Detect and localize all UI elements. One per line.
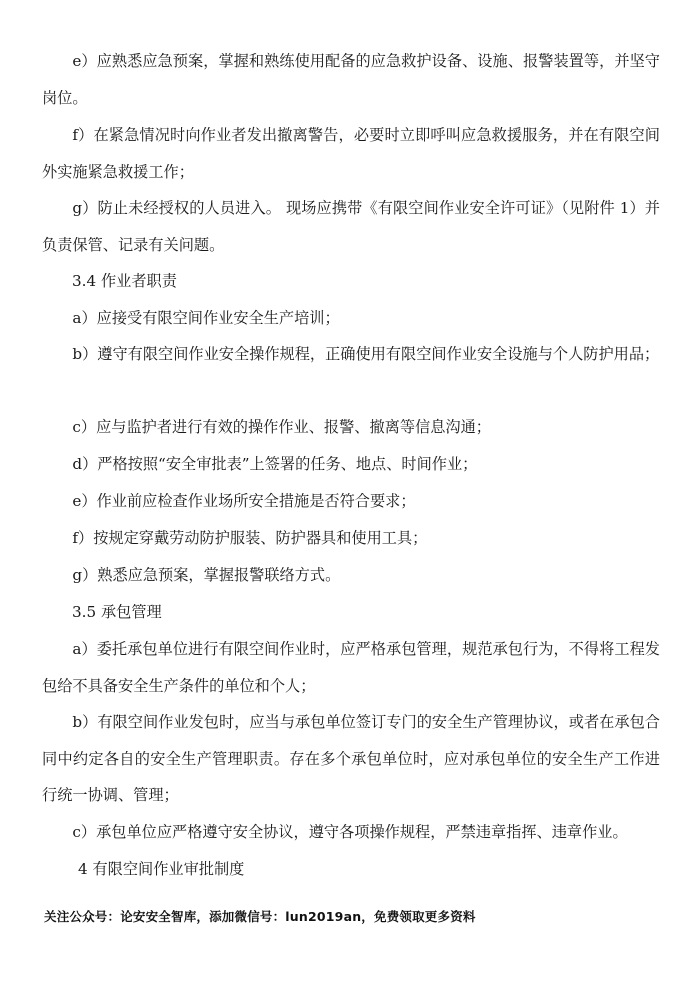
paragraph-g-plan: g）熟悉应急预案，掌握报警联络方式。 [72,566,341,584]
paragraph-g-unauthorized: g）防止未经授权的人员进入。 现场应携带《有限空间作业安全许可证》（见附件 1）并负责保管、记录有关问题。 [42,199,660,254]
paragraph-d-approval: d）严格按照“安全审批表”上签署的任务、地点、时间作业； [72,455,478,473]
section-heading-3-5: 3.5 承包管理 [72,603,162,621]
footer-promo-text: 关注公众号：论安安全智库，添加微信号：lun2019an，免费领取更多资料 [44,909,476,924]
section-heading-3-4: 3.4 作业者职责 [72,272,177,290]
section-heading-4: 4 有限空间作业审批制度 [78,860,245,878]
paragraph-a-contract: a）委托承包单位进行有限空间作业时，应严格承包管理，规范承包行为，不得将工程发包给不具备安全生产条件的单位和个人； [42,640,660,695]
paragraph-e-check: e）作业前应检查作业场所安全措施是否符合要求； [72,492,416,510]
paragraph-e-emergency: e）应熟悉应急预案，掌握和熟练使用配备的应急救护设备、设施、报警装置等，并坚守岗位。 [42,52,660,107]
paragraph-b-agreement: b）有限空间作业发包时，应当与承包单位签订专门的安全生产管理协议，或者在承包合同中约定各自的安全生产管理职责。存在多个承包单位时，应对承包单位的安全生产工作进行统一协调、管理； [42,713,660,804]
paragraph-f-evacuate: f）在紧急情况时向作业者发出撤离警告，必要时立即呼叫应急救援服务，并在有限空间外实施紧急救援工作； [42,126,660,181]
paragraph-c-comply: c）承包单位应严格遵守安全协议，遵守各项操作规程，严禁违章指挥、违章作业。 [72,823,628,841]
paragraph-a-training: a）应接受有限空间作业安全生产培训； [72,309,340,327]
paragraph-b-rules: b）遵守有限空间作业安全操作规程，正确使用有限空间作业安全设施与个人防护用品； [72,345,660,363]
paragraph-f-ppe: f）按规定穿戴劳动防护服装、防护器具和使用工具； [72,529,428,547]
paragraph-c-communicate: c）应与监护者进行有效的操作作业、报警、撤离等信息沟通； [72,418,491,436]
